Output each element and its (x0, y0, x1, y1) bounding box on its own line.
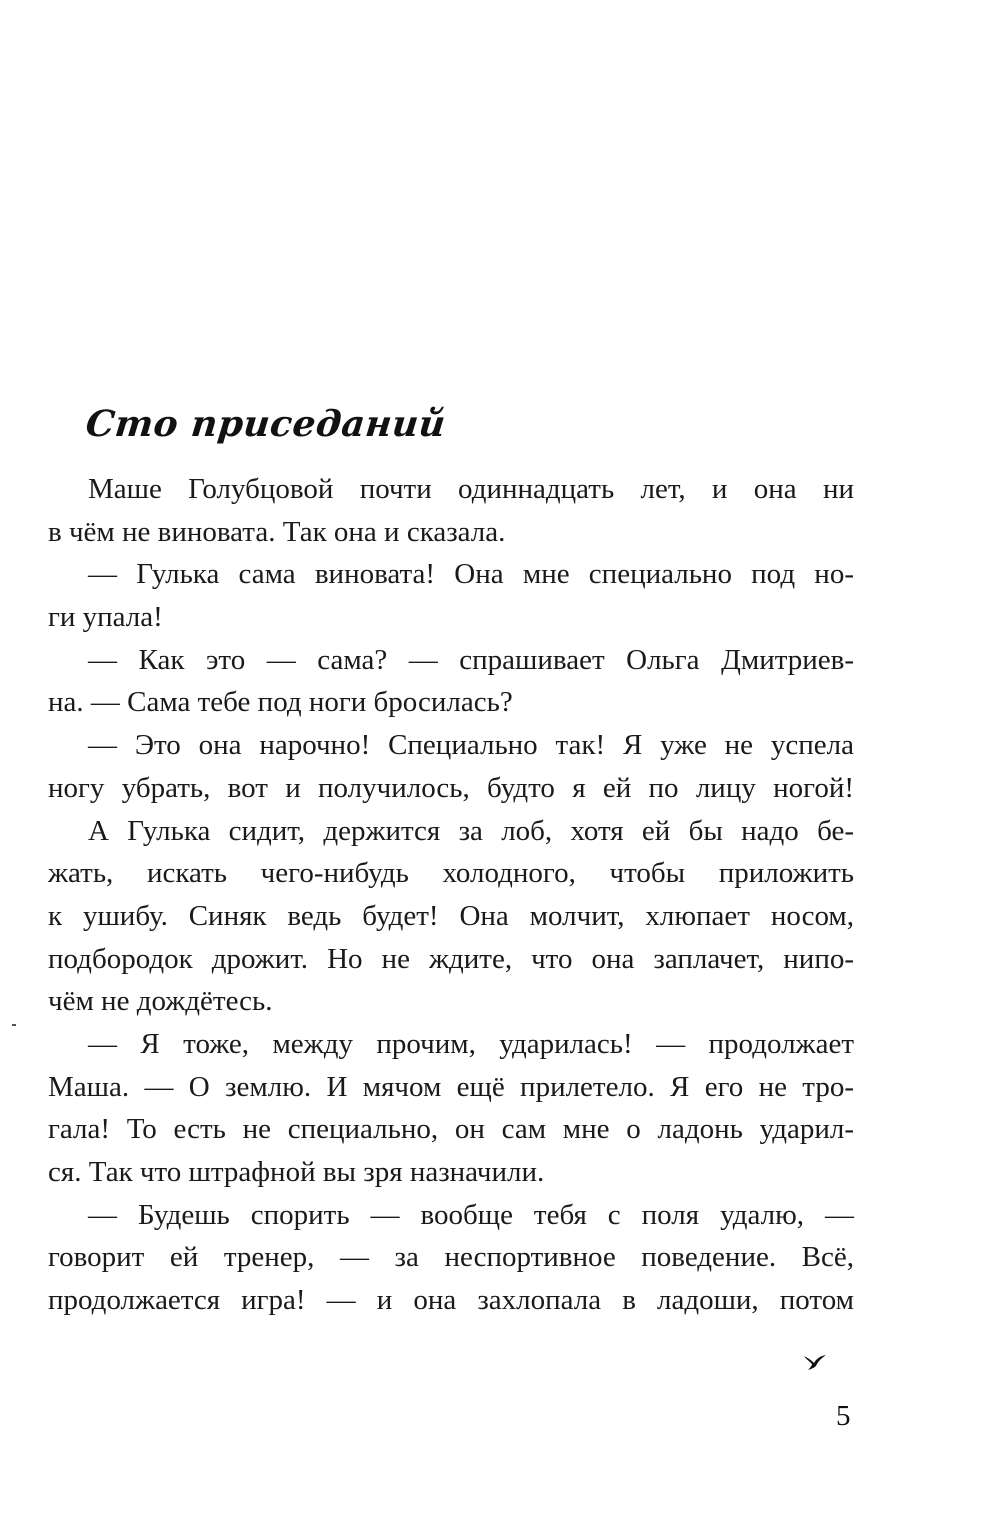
text-line: — Гулька сама виновата! Она мне специально под но- (88, 558, 854, 591)
text-line: Маше Голубцовой почти одиннадцать лет, и она ни (88, 473, 854, 505)
text-line: подбородок дрожит. Но не ждите, что она заплачет, нипо- (48, 942, 854, 975)
text-line: продолжается игра! — и она захлопала в ладоши, потом (48, 1284, 854, 1317)
text-line: чём не дождётесь. (48, 985, 273, 1018)
text-line: А Гулька сидит, держится за лоб, хотя ей бы надо бе- (88, 814, 854, 847)
text-line: — Как это — сама? — спрашивает Ольга Дмитриев- (88, 643, 854, 676)
text-line: говорит ей тренер, — за неспортивное поведение. Всё, (48, 1241, 854, 1274)
body-text (48, 468, 854, 1322)
text-line: к ушибу. Синяк ведь будет! Она молчит, хлюпает носом, (48, 899, 854, 932)
page-number: 5 (836, 1400, 851, 1432)
text-line: ги упала! (48, 601, 163, 634)
text-line: ся. Так что штрафной вы зря назначили. (48, 1156, 545, 1188)
margin-speck (12, 1024, 16, 1026)
text-line: гала! То есть не специально, он сам мне о ладонь ударил- (48, 1113, 854, 1146)
text-line: в чём не виновата. Так она и сказала. (48, 515, 506, 548)
text-line: на. — Сама тебе под ноги бросилась? (48, 686, 513, 719)
text-line: Маша. — О землю. И мячом ещё прилетело. Я его не тро- (48, 1070, 854, 1103)
text-line: — Я тоже, между прочим, ударилась! — продолжает (88, 1027, 854, 1060)
text-line: — Это она нарочно! Специально так! Я уже не успела (88, 729, 854, 762)
text-line: ногу убрать, вот и получилось, будто я ей по лицу ногой! (48, 771, 854, 804)
text-line: жать, искать чего-нибудь холодного, чтобы приложить (48, 857, 854, 890)
bird-ornament-icon (802, 1350, 828, 1372)
chapter-title: Сто приседаний (83, 403, 448, 445)
text-line: — Будешь спорить — вообще тебя с поля удалю, — (88, 1198, 854, 1231)
